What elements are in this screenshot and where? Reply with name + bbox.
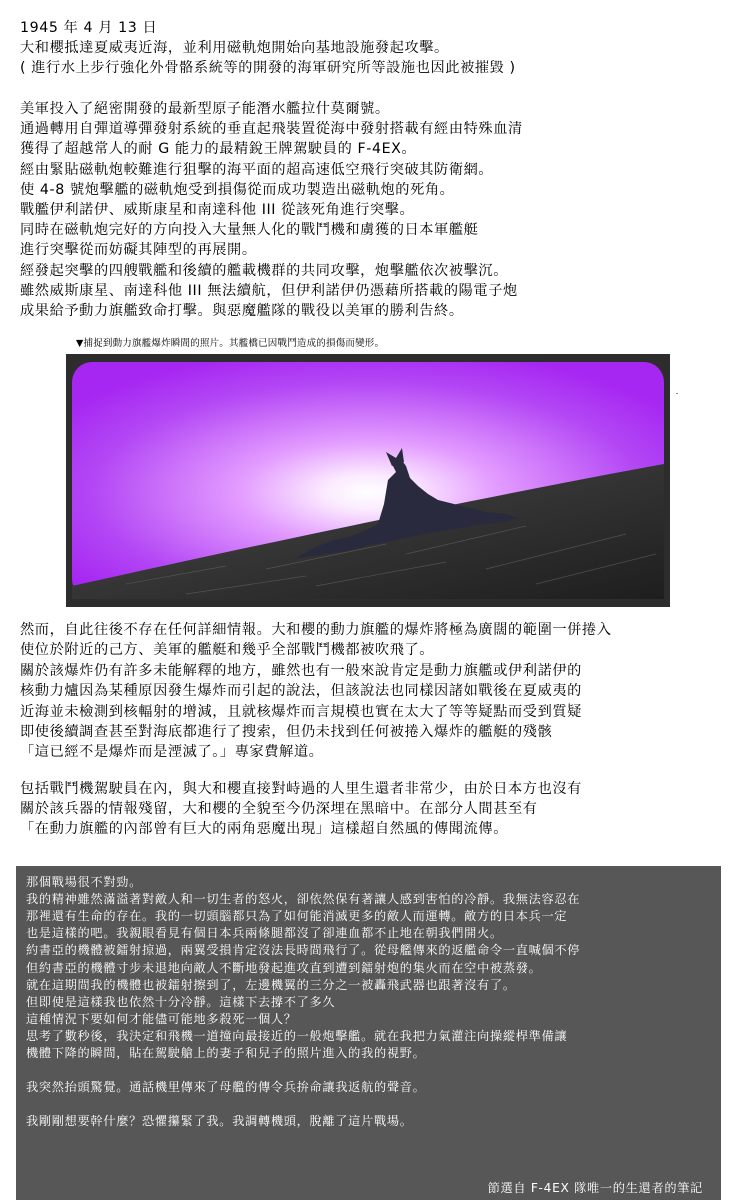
memoir-line: 約書亞的機體被鐳射掠過，兩翼受損肯定沒法長時間飛行了。從母艦傳來的返艦命令一直喊個不停 (26, 943, 581, 958)
aftermath-line: 使位於附近的己方、美軍的艦艇和幾乎全部戰鬥機都被吹飛了。 (20, 642, 435, 659)
aftermath-line: 即使後續調查甚至對海底都進行了搜索，但仍未找到任何被捲入爆炸的艦艇的殘骸 (20, 724, 553, 741)
memoir-line: 我突然抬頭驚覺。通話機里傳來了母艦的傳令兵拚命讓我返航的聲音。 (26, 1080, 426, 1095)
battle-line: 進行突擊從而妨礙其陣型的再展開。 (20, 242, 257, 259)
mystery-section (20, 779, 725, 840)
mystery-line: 關於該兵器的情報殘留，大和櫻的全貌至今仍深埋在黑暗中。在部分人間甚至有 (20, 801, 538, 818)
aftermath-line: 然而，自此往後不存在任何詳細情報。大和櫻的動力旗艦的爆炸將極為廣闊的範圍一併捲入 (20, 622, 612, 638)
aftermath-line: 「這已經不是爆炸而是湮滅了。」專家費解道。 (20, 744, 324, 761)
intro-line: 1945 年 4 月 13 日 (20, 20, 158, 36)
battle-line: 美軍投入了絕密開發的最新型原子能潛水艦拉什莫爾號。 (20, 101, 390, 117)
memoir-box (16, 866, 721, 1200)
memoir-line: 但即使是這樣我也依然十分冷靜。這樣下去撐不了多久 (26, 994, 336, 1009)
battle-line: 經發起突擊的四艘戰艦和後續的艦載機群的共同攻擊，炮擊艦依次被擊沉。 (20, 262, 508, 279)
battle-line: 使 4-8 號炮擊艦的磁軌炮受到損傷從而成功製造出磁軌炮的死角。 (20, 181, 455, 198)
memoir-signature: 節選自 F-4EX 隊唯一的生還者的筆記 (487, 1181, 703, 1195)
mystery-line: 包括戰鬥機駕駛員在內，與大和櫻直接對峙過的人里生還者非常少，由於日本方也沒有 (20, 781, 582, 797)
mystery-line: 「在動力旗艦的內部曾有巨大的兩角惡魔出現」這樣超自然風的傳聞流傳。 (20, 821, 508, 838)
battle-section (20, 99, 725, 321)
memoir-line: 那裡還有生命的存在。我的一切頭腦都只為了如何能消滅更多的敵人而運轉。敵方的日本兵一定 (26, 909, 568, 924)
stray-dot (676, 393, 678, 394)
memoir-line: 思考了數秒後，我決定和飛機一道撞向最接近的一般炮擊艦。就在我把力氣灌注向操縱桿準備讓 (26, 1028, 568, 1043)
aftermath-line: 關於該爆炸仍有許多未能解釋的地方，雖然也有一般來說肯定是動力旗艦或伊利諾伊的 (20, 662, 582, 679)
battle-line: 通過轉用自彈道導彈發射系統的垂直起飛裝置從海中發射搭載有經由特殊血清 (20, 121, 523, 138)
memoir-line: 也是這樣的吧。我親眼看見有個日本兵兩條腿都沒了卻連血都不止地在朝我們開火。 (26, 926, 503, 941)
aftermath-section (20, 620, 725, 763)
aftermath-line: 核動力爐因為某種原因發生爆炸而引起的說法，但該說法也同樣因諸如戰後在夏威夷的 (20, 683, 582, 700)
memoir-line: 我的精神雖然滿溢著對敵人和一切生者的怒火，卻依然保有著讓人感到害怕的冷靜。我無法容忍在 (26, 892, 581, 907)
battle-line: 經由緊貼磁軌炮較難進行狙擊的海平面的超高速低空飛行突破其防衛網。 (20, 161, 494, 178)
memoir-line: 但約書亞的機體寸步未退地向敵人不斷地發起進攻直到遭到鐳射炮的集火而在空中被蒸發。 (26, 960, 542, 975)
battle-line: 同時在磁軌炮完好的方向投入大量無人化的戰鬥機和虜獲的日本軍艦艇 (20, 222, 479, 239)
memoir-line: 就在這期間我的機體也被鐳射擦到了，左邊機翼的三分之一被轟飛武器也跟著沒有了。 (26, 977, 516, 992)
battle-line: 戰艦伊利諾伊、威斯康星和南達科他 III 從該死角進行突擊。 (20, 202, 415, 219)
memoir-line: 那個戰場很不對勁。 (26, 875, 142, 889)
explosion-photo (66, 354, 670, 607)
intro-section (20, 18, 725, 79)
battle-line: 成果給予動力旗艦致命打擊。與惡魔艦隊的戰役以美軍的勝利告終。 (20, 303, 464, 320)
memoir-line: 這種情況下要如何才能儘可能地多殺死一個人？ (26, 1011, 297, 1026)
battle-line: 雖然威斯康星、南達科他 III 無法續航，但伊利諾伊仍憑藉所搭載的陽電子炮 (20, 282, 518, 299)
memoir-line: 機體下降的瞬間，貼在駕駛艙上的妻子和兒子的照片進入的我的視野。 (26, 1046, 426, 1060)
intro-line: 大和櫻抵達夏威夷近海，並利用磁軌炮開始向基地設施發起攻擊。 (20, 40, 449, 57)
intro-line: ( 進行水上步行強化外骨骼系統等的開發的海軍研究所等設施也因此被摧毀 ) (20, 60, 516, 77)
battle-line: 獲得了超越常人的耐 G 能力的最精銳王牌駕駛員的 F-4EX。 (20, 141, 417, 158)
aftermath-line: 近海並未檢測到核輻射的增減，且就核爆炸而言規模也實在太大了等等疑點而受到質疑 (20, 703, 582, 720)
memoir-line: 我剛剛想要幹什麼？恐懼攥緊了我。我調轉機頭，脫離了這片戰場。 (26, 1114, 413, 1129)
photo-caption: ▼捕捉到動力旗艦爆炸瞬間的照片。其艦橋已因戰鬥造成的損傷而變形。 (76, 338, 385, 349)
explosion-photo-image (66, 354, 670, 607)
